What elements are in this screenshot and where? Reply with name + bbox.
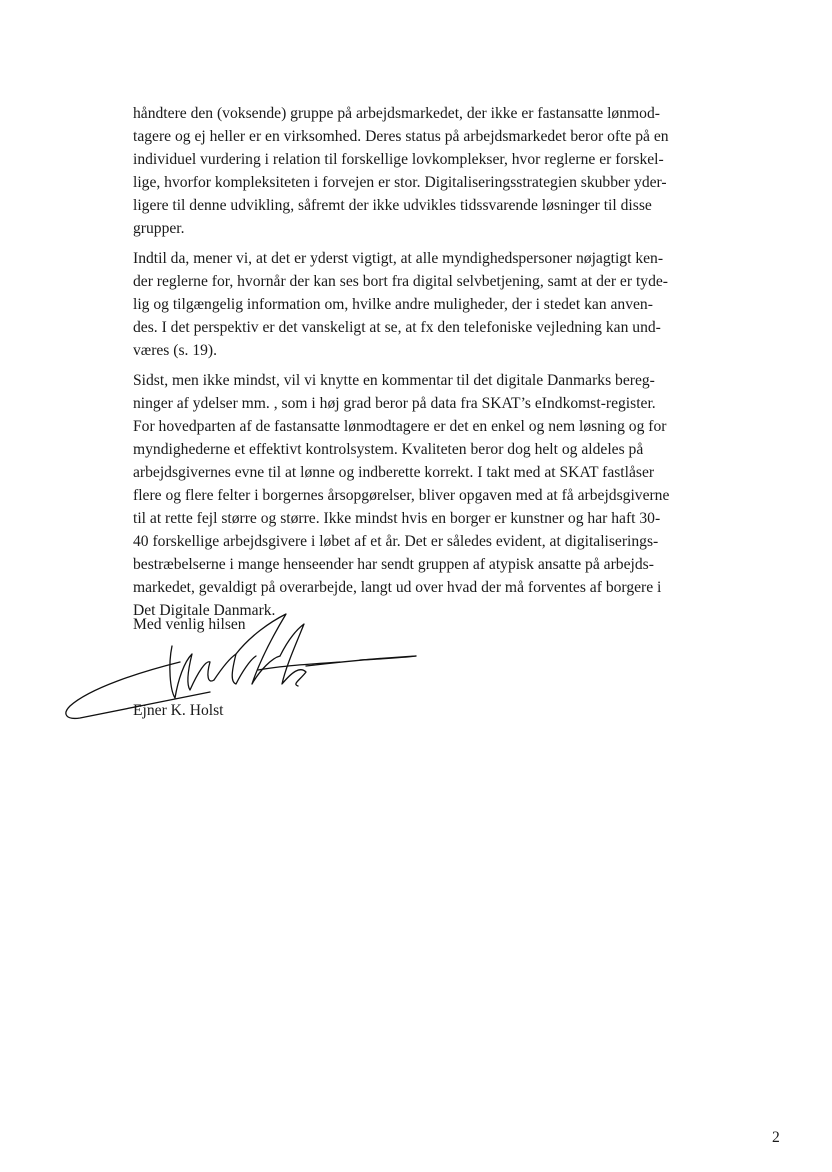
- closing-salutation: Med venlig hilsen: [133, 616, 246, 633]
- handwritten-signature: [60, 610, 430, 740]
- paragraph-3: Sidst, men ikke mindst, vil vi knytte en kommentar til det digitale Danmarks bereg- ninger af ydelser mm. , som i høj grad beror på data fra SKAT’s eIndkomst-register. For hovedparten af de fastansatte lønmodtagere er det en enkel og nem løsning og for myndighederne et effektivt kontrolsystem. Kvaliteten beror dog helt og aldeles på arbejdsgivernes evne til at lønne og indberette korrekt. I takt med at SKAT fastlåser flere og flere felter i borgernes årsopgørelser, bliver opgaven med at få arbejdsgiverne til at rette fejl større og større. Ikke mindst hvis en borger er kunstner og har haft 30- 40 forskellige arbejdsgivere i løbet af et år. Det er således evident, at digitaliserings- bestræbelserne i mange henseender har sendt gruppen af atypisk ansatte på arbejds- markedet, gevaldigt på overarbejde, langt ud over hvad der må forventes af borgere i Det Digitale Danmark.: [133, 372, 670, 619]
- page-number: 2: [772, 1129, 780, 1146]
- signer-name: Ejner K. Holst: [133, 702, 224, 719]
- paragraph-1: håndtere den (voksende) gruppe på arbejdsmarkedet, der ikke er fastansatte lønmod- tagere og ej heller er en virksomhed. Deres status på arbejdsmarkedet beror ofte på en individuel vurdering i relation til forskellige lovkomplekser, hvor reglerne er forskel- lige, hvorfor kompleksiteten i forvejen er stor. Digitaliseringsstrategien skubber yder- ligere til denne udvikling, såfremt der ikke udvikles tidssvarende løsninger til disse grupper.: [133, 105, 669, 237]
- letter-body: [133, 102, 715, 629]
- paragraph-2: Indtil da, mener vi, at det er yderst vigtigt, at alle myndighedspersoner nøjagtigt ken- der reglerne for, hvornår der kan ses bort fra digital selvbetjening, samt at der er tyde- lig og tilgængelig information om, hvilke andre muligheder, der i stedet kan anven- des. I det perspektiv er det vanskeligt at se, at fx den telefoniske vejledning kan und- væres (s. 19).: [133, 250, 668, 359]
